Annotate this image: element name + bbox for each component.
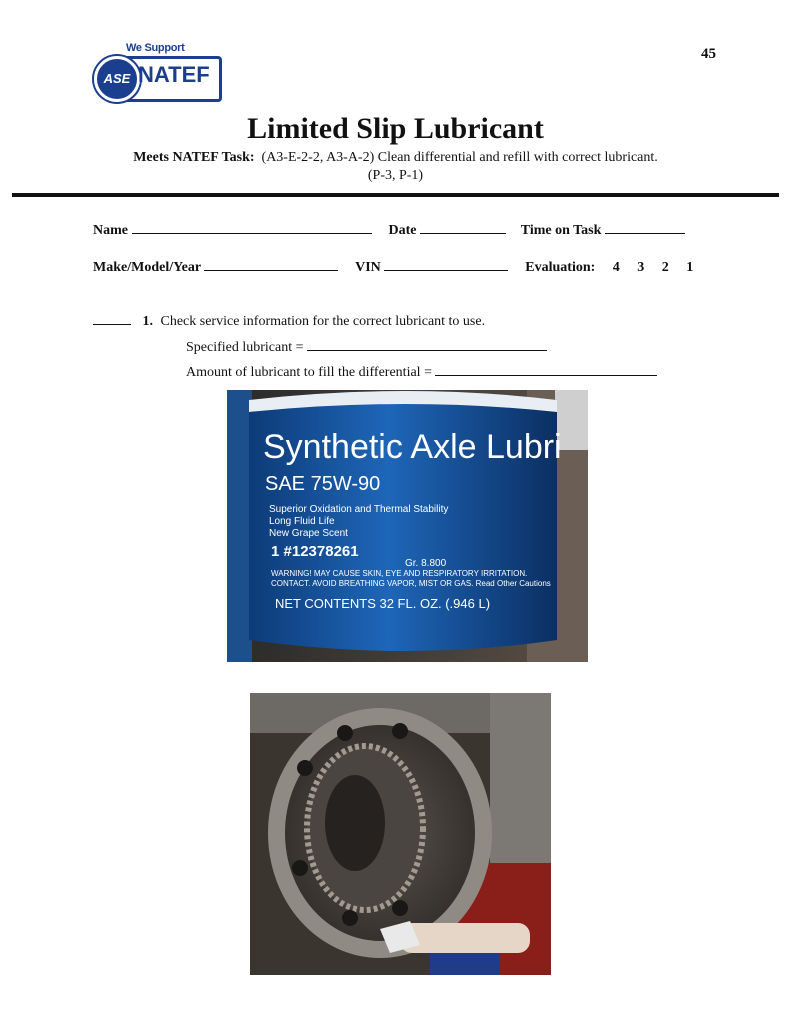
time-on-task-label: Time on Task — [520, 223, 602, 238]
header-divider — [12, 193, 779, 197]
bottle-part-number: 1 #12378261 — [271, 543, 359, 560]
time-on-task-field[interactable] — [605, 221, 685, 234]
bottle-gr: Gr. 8.800 — [405, 558, 447, 569]
evaluation-label: Evaluation: — [525, 260, 596, 275]
lubricant-bottle-photo — [227, 390, 588, 662]
bottle-warning-2: CONTACT. AVOID BREATHING VAPOR, MIST OR GAS. Read Other Cautions — [271, 579, 551, 588]
bottle-bullet: New Grape Scent — [269, 528, 348, 539]
vin-label: VIN — [355, 260, 381, 275]
step-1 — [93, 312, 485, 330]
page-title: Limited Slip Lubricant — [247, 112, 544, 145]
name-field[interactable] — [132, 221, 372, 234]
task-text: (A3-E-2-2, A3-A-2) Clean differential and refill with correct lubricant. — [261, 150, 658, 165]
specified-lubricant-label: Specified lubricant = — [186, 340, 304, 355]
specified-lubricant-field[interactable] — [307, 338, 547, 351]
form-row-vehicle — [93, 258, 693, 276]
vin-field[interactable] — [384, 258, 508, 271]
evaluation-option[interactable]: 1 — [686, 260, 694, 275]
bottle-title: Synthetic Axle Lubri — [263, 428, 562, 466]
natef-logo — [94, 42, 224, 106]
step-1-sub-1 — [186, 338, 547, 356]
page-number: 45 — [701, 46, 716, 62]
step-1-sub-2 — [186, 363, 657, 381]
task-line — [0, 150, 791, 166]
lubricant-bottle-image — [227, 390, 588, 662]
task-codes: (P-3, P-1) — [367, 168, 424, 183]
name-label: Name — [93, 223, 128, 238]
make-model-year-field[interactable] — [204, 258, 338, 271]
differential-photo — [250, 693, 551, 975]
differential-image — [250, 693, 551, 975]
form-row-name — [93, 221, 685, 239]
lubricant-amount-field[interactable] — [435, 363, 657, 376]
bottle-bullet: Superior Oxidation and Thermal Stability — [269, 504, 449, 515]
bottle-warning: WARNING! MAY CAUSE SKIN, EYE AND RESPIRATORY IRRITATION. — [271, 569, 528, 578]
bottle-bullet: Long Fluid Life — [269, 516, 335, 527]
logo-brand-text: NATEF — [138, 62, 210, 87]
evaluation-option[interactable]: 3 — [637, 260, 645, 275]
evaluation-option[interactable]: 4 — [612, 260, 620, 275]
make-model-year-label: Make/Model/Year — [93, 260, 201, 275]
step-1-check-blank[interactable] — [93, 312, 131, 325]
date-field[interactable] — [420, 221, 506, 234]
task-label: Meets NATEF Task: — [133, 150, 255, 165]
lubricant-amount-label: Amount of lubricant to fill the differential = — [186, 365, 432, 380]
step-1-text: Check service information for the correct lubricant to use. — [160, 314, 486, 329]
date-label: Date — [388, 223, 417, 238]
logo-support-text: We Support — [126, 42, 185, 54]
bottle-grade: SAE 75W-90 — [265, 473, 381, 495]
bottle-net-contents: NET CONTENTS 32 FL. OZ. (.946 L) — [275, 596, 491, 611]
ase-gear-icon: ASE — [94, 56, 140, 102]
evaluation-option[interactable]: 2 — [661, 260, 669, 275]
step-1-number: 1. — [142, 314, 153, 329]
